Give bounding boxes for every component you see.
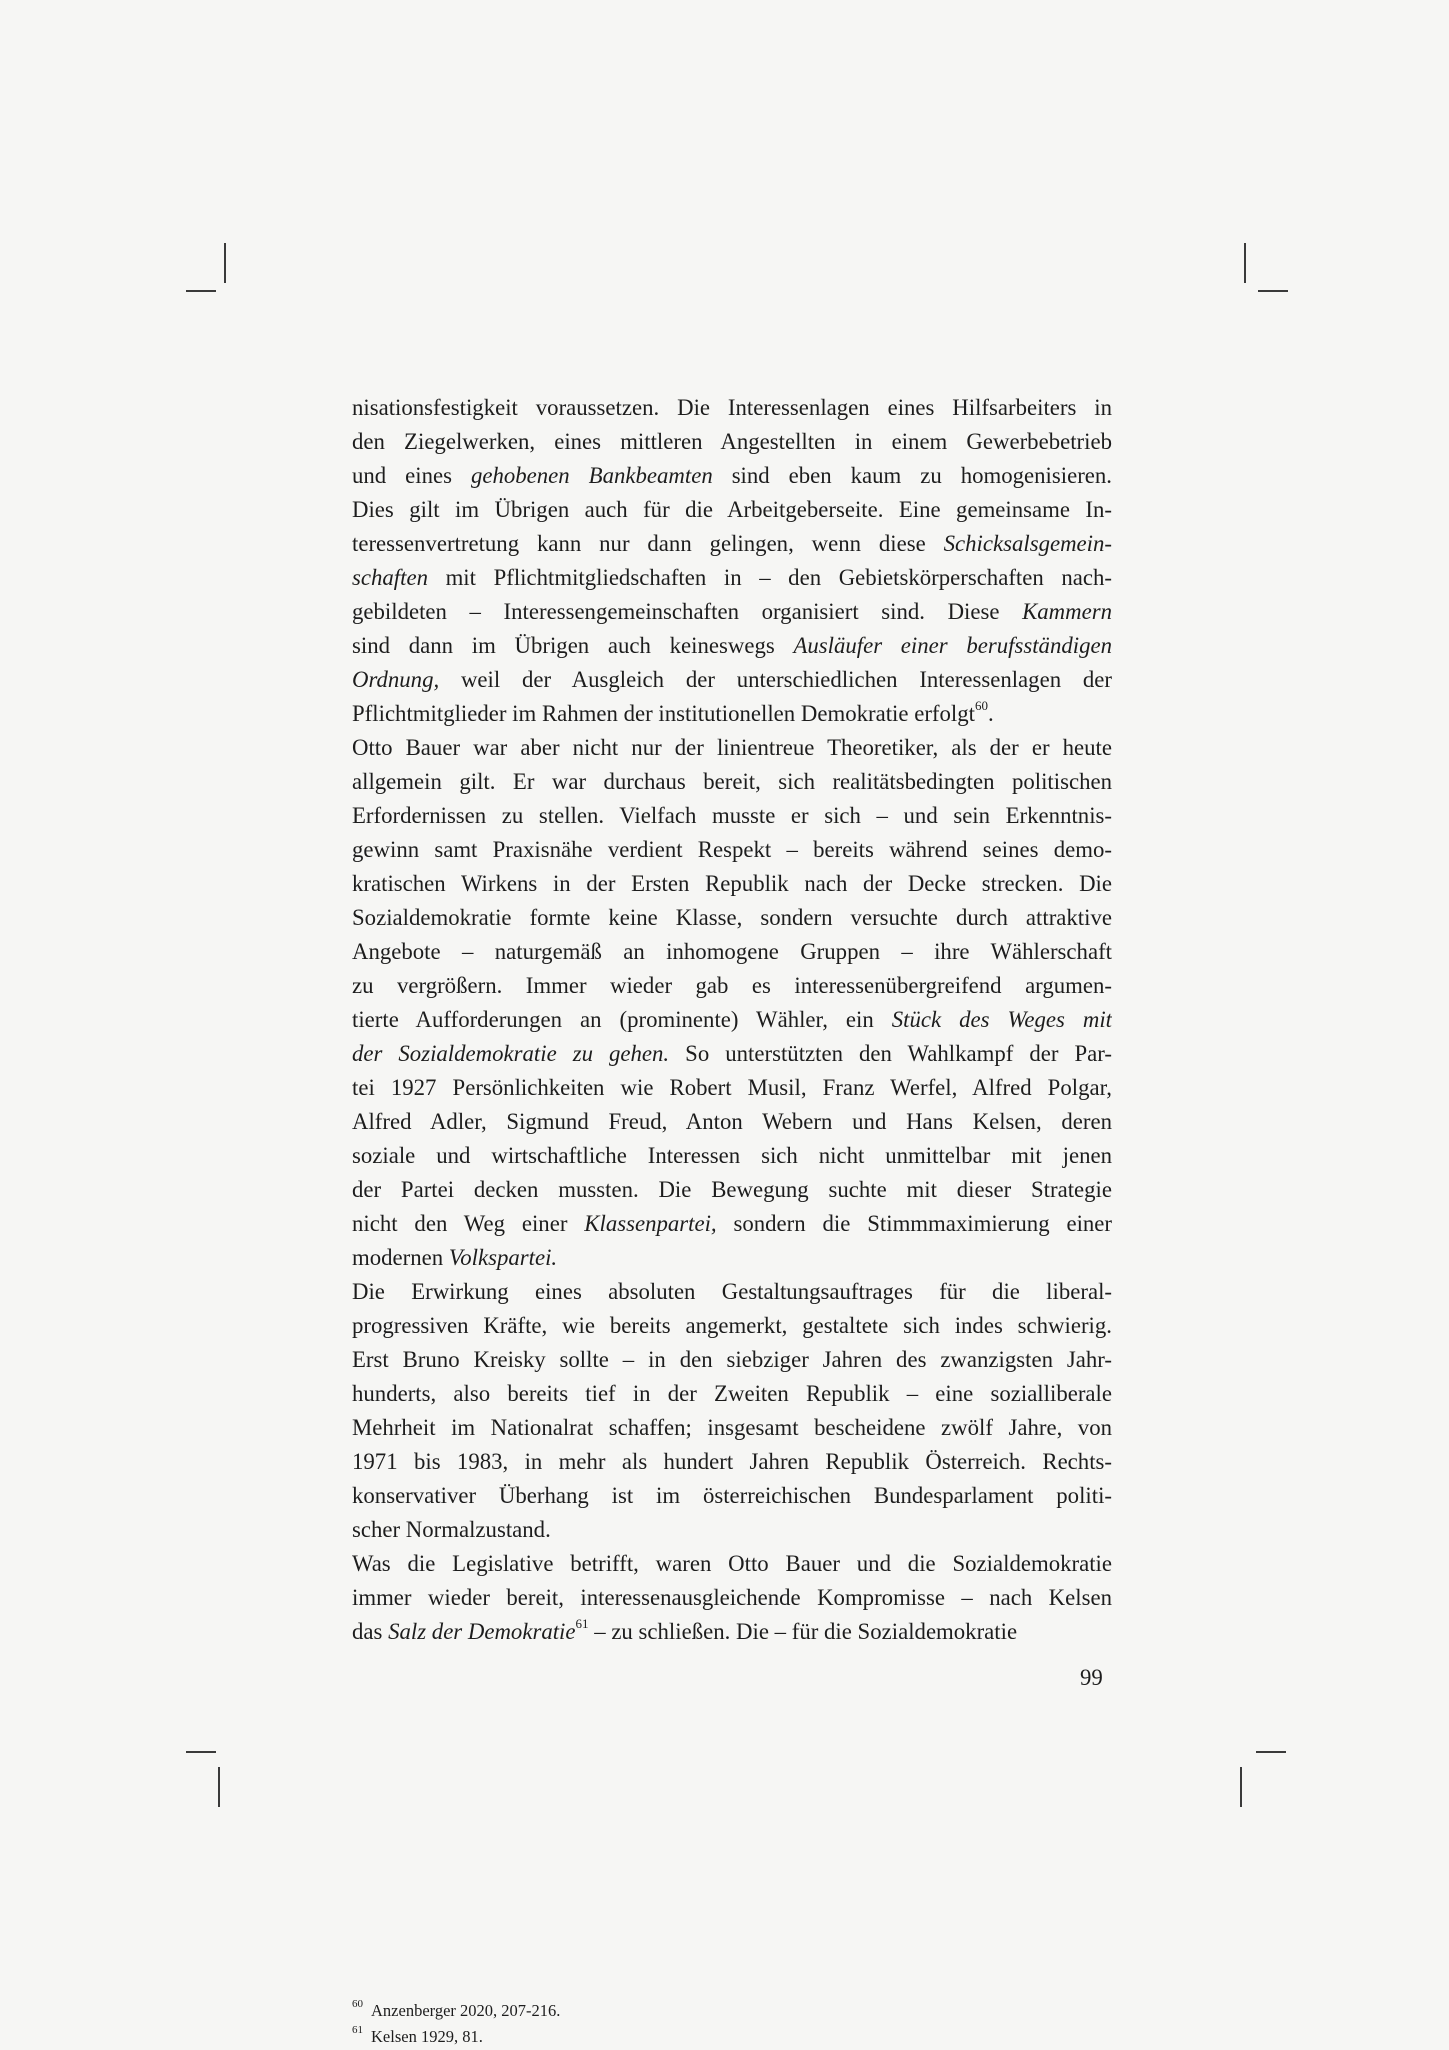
crop-mark-top-left-horizontal bbox=[186, 290, 216, 292]
text-line bbox=[352, 1343, 1112, 1377]
text-run: Mehrheit im Nationalrat schaffen; insgesamt bescheidene zwölf Jahre, von bbox=[352, 1415, 1112, 1440]
text-line bbox=[352, 425, 1112, 459]
text-run: kratischen Wirkens in der Ersten Republik nach der Decke strecken. Die bbox=[352, 871, 1112, 896]
footnotes bbox=[352, 1998, 560, 2050]
text-run: allgemein gilt. Er war durchaus bereit, sich realitätsbedingten politischen bbox=[352, 769, 1112, 794]
text-run: Erst Bruno Kreisky sollte – in den siebziger Jahren des zwanzigsten Jahr- bbox=[352, 1347, 1112, 1372]
footnote-reference: 61 bbox=[575, 1616, 589, 1631]
emphasis: Schicksalsgemein- bbox=[943, 531, 1112, 556]
text-line bbox=[352, 1615, 1112, 1649]
text-run: hunderts, also bereits tief in der Zweiten Republik – eine sozialliberale bbox=[352, 1381, 1112, 1406]
footnote-text: Anzenberger 2020, 207-216. bbox=[371, 2001, 561, 2020]
text-run: Was die Legislative betrifft, waren Otto Bauer und die Sozialdemokratie bbox=[352, 1551, 1112, 1576]
text-line bbox=[352, 1003, 1112, 1037]
crop-mark-bottom-right-vertical bbox=[1240, 1767, 1242, 1807]
crop-mark-top-right-horizontal bbox=[1258, 290, 1288, 292]
text-run: progressiven Kräfte, wie bereits angemerkt, gestaltete sich indes schwierig. bbox=[352, 1313, 1112, 1338]
crop-mark-bottom-left-vertical bbox=[218, 1767, 220, 1807]
text-line bbox=[352, 833, 1112, 867]
footnote-text: Kelsen 1929, 81. bbox=[371, 2027, 483, 2046]
emphasis: Salz der Demokratie bbox=[388, 1619, 576, 1644]
text-line bbox=[352, 391, 1112, 425]
text-line bbox=[352, 1037, 1112, 1071]
text-line bbox=[352, 799, 1112, 833]
text-run: zu vergrößern. Immer wieder gab es interessenübergreifend argumen- bbox=[352, 973, 1112, 998]
text-run: den Ziegelwerken, eines mittleren Angestellten in einem Gewerbebetrieb bbox=[352, 429, 1112, 454]
text-run: Otto Bauer war aber nicht nur der linientreue Theoretiker, als der er heute bbox=[352, 735, 1112, 760]
text-run: – zu schließen. Die – für die Sozialdemokratie bbox=[588, 1619, 1018, 1644]
text-line bbox=[352, 561, 1112, 595]
crop-mark-bottom-left-horizontal bbox=[186, 1751, 216, 1753]
text-run: So unterstützten den Wahlkampf der Par- bbox=[669, 1041, 1112, 1066]
footnote-number: 60 bbox=[352, 1998, 363, 2010]
text-run: Angebote – naturgemäß an inhomogene Gruppen – ihre Wählerschaft bbox=[352, 939, 1112, 964]
text-line bbox=[352, 1479, 1112, 1513]
footnote bbox=[352, 2024, 560, 2050]
text-line bbox=[352, 1275, 1112, 1309]
text-line bbox=[352, 1581, 1112, 1615]
text-run: gebildeten – Interessengemeinschaften organisiert sind. Diese bbox=[352, 599, 1023, 624]
text-line bbox=[352, 1241, 1112, 1275]
text-line bbox=[352, 731, 1112, 765]
footnote-number: 61 bbox=[352, 2024, 363, 2036]
text-line bbox=[352, 765, 1112, 799]
text-line bbox=[352, 1445, 1112, 1479]
text-line bbox=[352, 1071, 1112, 1105]
text-line bbox=[352, 1139, 1112, 1173]
crop-mark-bottom-right-horizontal bbox=[1256, 1751, 1286, 1753]
text-run: das bbox=[352, 1619, 389, 1644]
text-run: nisationsfestigkeit voraussetzen. Die Interessenlagen eines Hilfsarbeiters in bbox=[352, 395, 1112, 420]
emphasis: Klassenpartei, bbox=[584, 1211, 717, 1236]
text-line bbox=[352, 935, 1112, 969]
emphasis: Stück des Weges mit bbox=[891, 1007, 1112, 1032]
text-line bbox=[352, 697, 1112, 731]
text-line bbox=[352, 527, 1112, 561]
text-run: soziale und wirtschaftliche Interessen sich nicht unmittelbar mit jenen bbox=[352, 1143, 1112, 1168]
text-run: 1971 bis 1983, in mehr als hundert Jahren Republik Österreich. Rechts- bbox=[352, 1449, 1112, 1474]
text-line bbox=[352, 1173, 1112, 1207]
text-run: tierte Aufforderungen an (prominente) Wähler, ein bbox=[352, 1007, 892, 1032]
text-run: sind dann im Übrigen auch keineswegs bbox=[352, 633, 794, 658]
emphasis: der Sozialdemokratie zu gehen. bbox=[352, 1041, 670, 1066]
emphasis: Ordnung, bbox=[352, 667, 440, 692]
text-line bbox=[352, 969, 1112, 1003]
text-run: Die Erwirkung eines absoluten Gestaltungsauftrages für die liberal- bbox=[352, 1279, 1112, 1304]
crop-mark-top-left-vertical bbox=[224, 243, 226, 283]
text-run: mit Pflichtmitgliedschaften in – den Gebietskörperschaften nach- bbox=[427, 565, 1112, 590]
text-run: der Partei decken mussten. Die Bewegung suchte mit dieser Strategie bbox=[352, 1177, 1112, 1202]
emphasis: Kammern bbox=[1022, 599, 1112, 624]
text-line bbox=[352, 1105, 1112, 1139]
text-run: Pflichtmitglieder im Rahmen der institutionellen Demokratie erfolgt bbox=[352, 701, 975, 726]
text-run: scher Normalzustand. bbox=[352, 1517, 551, 1542]
text-line bbox=[352, 1513, 1112, 1547]
text-line bbox=[352, 1207, 1112, 1241]
text-run: tei 1927 Persönlichkeiten wie Robert Musil, Franz Werfel, Alfred Polgar, bbox=[352, 1075, 1112, 1100]
text-run: konservativer Überhang ist im österreichischen Bundesparlament politi- bbox=[352, 1483, 1112, 1508]
paragraph bbox=[352, 731, 1112, 1275]
text-run: weil der Ausgleich der unterschiedlichen Interessenlagen der bbox=[439, 667, 1112, 692]
text-run: modernen bbox=[352, 1245, 449, 1270]
text-line bbox=[352, 867, 1112, 901]
paragraph bbox=[352, 1547, 1112, 1649]
text-run: Alfred Adler, Sigmund Freud, Anton Webern und Hans Kelsen, deren bbox=[352, 1109, 1112, 1134]
text-line bbox=[352, 901, 1112, 935]
text-line bbox=[352, 595, 1112, 629]
text-line bbox=[352, 1377, 1112, 1411]
paragraph bbox=[352, 1275, 1112, 1547]
body-text bbox=[352, 391, 1112, 1649]
text-run: Erfordernissen zu stellen. Vielfach musste er sich – und sein Erkenntnis- bbox=[352, 803, 1112, 828]
emphasis: gehobenen Bankbeamten bbox=[470, 463, 713, 488]
text-line bbox=[352, 663, 1112, 697]
text-run: sind eben kaum zu homogenisieren. bbox=[712, 463, 1112, 488]
emphasis: Ausläufer einer berufsständigen bbox=[793, 633, 1112, 658]
text-run: und eines bbox=[352, 463, 471, 488]
text-run: Dies gilt im Übrigen auch für die Arbeitgeberseite. Eine gemeinsame In- bbox=[352, 497, 1112, 522]
text-run: immer wieder bereit, interessenausgleichende Kompromisse – nach Kelsen bbox=[352, 1585, 1112, 1610]
text-run: teressenvertretung kann nur dann gelingen, wenn diese bbox=[352, 531, 944, 556]
text-line bbox=[352, 1547, 1112, 1581]
footnote-reference: 60 bbox=[974, 698, 988, 713]
crop-mark-top-right-vertical bbox=[1244, 243, 1246, 283]
text-line bbox=[352, 629, 1112, 663]
text-run: Sozialdemokratie formte keine Klasse, sondern versuchte durch attraktive bbox=[352, 905, 1112, 930]
text-line bbox=[352, 1309, 1112, 1343]
text-run: nicht den Weg einer bbox=[352, 1211, 585, 1236]
text-run: . bbox=[987, 701, 994, 726]
emphasis: Volkspartei. bbox=[448, 1245, 558, 1270]
text-run: gewinn samt Praxisnähe verdient Respekt – bereits während seines demo- bbox=[352, 837, 1112, 862]
page-number: 99 bbox=[1080, 1665, 1103, 1690]
footnote bbox=[352, 1998, 560, 2024]
text-line bbox=[352, 1411, 1112, 1445]
paragraph bbox=[352, 391, 1112, 731]
text-run: sondern die Stimmmaximierung einer bbox=[716, 1211, 1112, 1236]
text-line bbox=[352, 493, 1112, 527]
text-line bbox=[352, 459, 1112, 493]
emphasis: schaften bbox=[352, 565, 428, 590]
